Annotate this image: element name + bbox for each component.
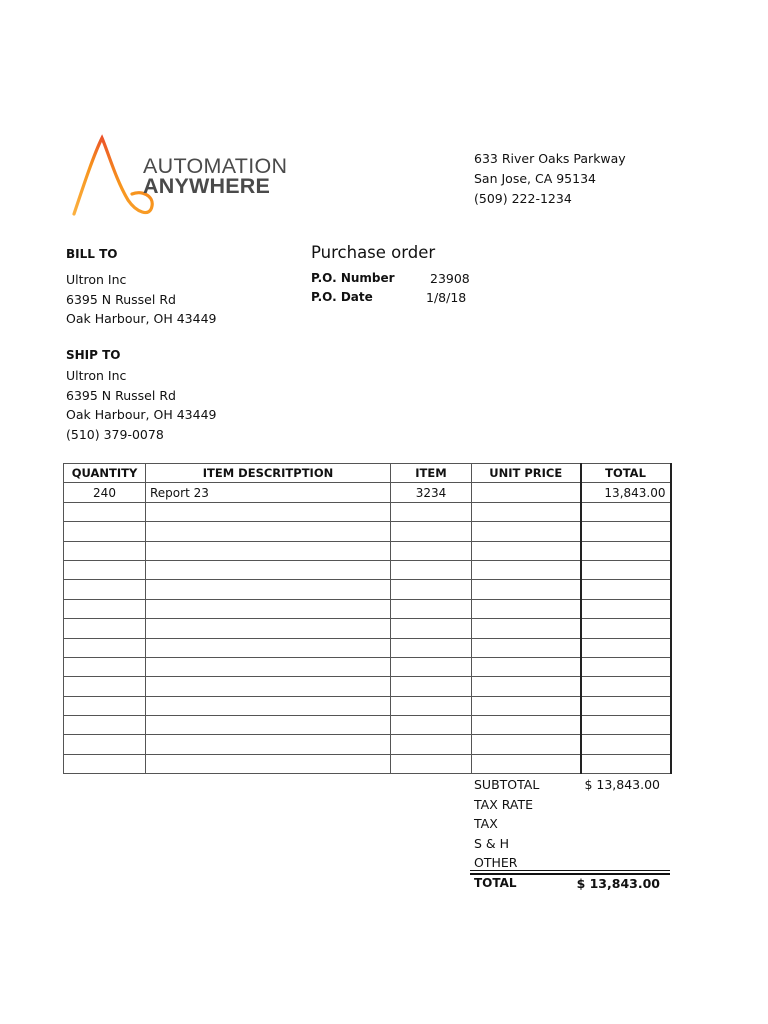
cell-total	[581, 560, 671, 579]
cell-unit-price	[472, 580, 581, 599]
cell-item: 3234	[391, 483, 472, 502]
company-address	[474, 149, 626, 209]
cell-description	[146, 560, 391, 579]
cell-quantity	[64, 638, 146, 657]
header-total: TOTAL	[581, 464, 671, 483]
ship-to-block	[66, 366, 216, 445]
cell-total	[581, 580, 671, 599]
table-row	[64, 677, 671, 696]
table-row	[64, 483, 671, 502]
ship-to-city: Oak Harbour, OH 43449	[66, 407, 217, 423]
cell-quantity	[64, 657, 146, 676]
ship-to-label: SHIP TO	[66, 348, 121, 362]
logo-line1: AUTOMATION	[143, 154, 288, 178]
table-row	[64, 522, 671, 541]
cell-unit-price	[472, 696, 581, 715]
table-header-row	[64, 464, 671, 483]
cell-quantity: 240	[64, 483, 146, 502]
cell-description	[146, 754, 391, 773]
table-row	[64, 580, 671, 599]
cell-unit-price	[472, 657, 581, 676]
cell-item	[391, 619, 472, 638]
cell-total: 13,843.00	[581, 483, 671, 502]
cell-quantity	[64, 716, 146, 735]
cell-description	[146, 638, 391, 657]
cell-total	[581, 502, 671, 521]
cell-unit-price	[472, 638, 581, 657]
cell-item	[391, 638, 472, 657]
cell-item	[391, 657, 472, 676]
cell-item	[391, 599, 472, 618]
document-title: Purchase order	[311, 243, 436, 262]
bill-to-block	[66, 270, 216, 329]
cell-description	[146, 502, 391, 521]
cell-total	[581, 522, 671, 541]
cell-item	[391, 522, 472, 541]
cell-unit-price	[472, 502, 581, 521]
cell-description	[146, 677, 391, 696]
po-number-value: 23908	[430, 271, 470, 286]
table-row	[64, 696, 671, 715]
table-row	[64, 735, 671, 754]
cell-description	[146, 580, 391, 599]
cell-description	[146, 716, 391, 735]
cell-total	[581, 638, 671, 657]
cell-quantity	[64, 619, 146, 638]
cell-total	[581, 599, 671, 618]
bill-to-street: 6395 N Russel Rd	[66, 291, 176, 307]
logo-a-mark-icon	[74, 138, 152, 214]
cell-item	[391, 735, 472, 754]
ship-to-street: 6395 N Russel Rd	[66, 387, 176, 403]
cell-total	[581, 735, 671, 754]
table-row	[64, 599, 671, 618]
cell-description	[146, 696, 391, 715]
cell-unit-price	[472, 716, 581, 735]
table-row	[64, 541, 671, 560]
cell-unit-price	[472, 735, 581, 754]
table-row	[64, 657, 671, 676]
cell-total	[581, 619, 671, 638]
shipping-handling-row	[474, 834, 670, 854]
bill-to-label: BILL TO	[66, 247, 118, 261]
cell-unit-price	[472, 560, 581, 579]
table-row	[64, 619, 671, 638]
cell-description	[146, 657, 391, 676]
total-divider-thin	[470, 870, 670, 871]
cell-quantity	[64, 677, 146, 696]
company-phone: (509) 222-1234	[474, 191, 572, 206]
cell-total	[581, 716, 671, 735]
cell-quantity	[64, 735, 146, 754]
cell-total	[581, 677, 671, 696]
cell-quantity	[64, 580, 146, 599]
cell-quantity	[64, 754, 146, 773]
header-item: ITEM	[391, 464, 472, 483]
logo-line2: ANYWHERE	[143, 174, 271, 198]
cell-quantity	[64, 696, 146, 715]
cell-description	[146, 735, 391, 754]
items-table	[63, 463, 672, 774]
cell-total	[581, 541, 671, 560]
cell-quantity	[64, 522, 146, 541]
cell-item	[391, 677, 472, 696]
cell-description	[146, 522, 391, 541]
header-description: ITEM DESCRITPTION	[146, 464, 391, 483]
cell-unit-price	[472, 483, 581, 502]
table-row	[64, 754, 671, 773]
cell-description: Report 23	[146, 483, 391, 502]
cell-unit-price	[472, 599, 581, 618]
cell-item	[391, 580, 472, 599]
cell-quantity	[64, 541, 146, 560]
tax-rate-label: TAX RATE	[474, 796, 534, 812]
cell-item	[391, 502, 472, 521]
table-row	[64, 560, 671, 579]
totals-block	[474, 775, 670, 873]
automation-anywhere-logo	[66, 132, 306, 224]
po-number-label: P.O. Number	[311, 271, 395, 285]
grand-total-label: TOTAL	[474, 876, 517, 890]
cell-item	[391, 696, 472, 715]
cell-description	[146, 619, 391, 638]
cell-unit-price	[472, 619, 581, 638]
ship-to-name: Ultron Inc	[66, 368, 127, 383]
cell-item	[391, 754, 472, 773]
cell-total	[581, 696, 671, 715]
cell-description	[146, 541, 391, 560]
cell-quantity	[64, 502, 146, 521]
header-unit-price: UNIT PRICE	[472, 464, 581, 483]
table-row	[64, 716, 671, 735]
cell-unit-price	[472, 541, 581, 560]
bill-to-name: Ultron Inc	[66, 272, 127, 287]
po-date-label: P.O. Date	[311, 290, 373, 304]
cell-unit-price	[472, 677, 581, 696]
table-row	[64, 502, 671, 521]
cell-quantity	[64, 599, 146, 618]
tax-rate-row	[474, 795, 670, 815]
company-address-line2: San Jose, CA 95134	[474, 171, 596, 186]
grand-total-value: $ 13,843.00	[576, 876, 660, 891]
cell-total	[581, 754, 671, 773]
ship-to-phone: (510) 379-0078	[66, 427, 164, 443]
subtotal-label: SUBTOTAL	[474, 777, 540, 792]
other-label: OTHER	[474, 855, 518, 870]
subtotal-row	[474, 775, 670, 795]
tax-row	[474, 814, 670, 834]
header-quantity: QUANTITY	[64, 464, 146, 483]
subtotal-value: $ 13,843.00	[584, 777, 660, 792]
company-address-line1: 633 River Oaks Parkway	[474, 151, 626, 166]
bill-to-city: Oak Harbour, OH 43449	[66, 311, 217, 326]
items-table-body	[64, 483, 671, 774]
cell-total	[581, 657, 671, 676]
cell-quantity	[64, 560, 146, 579]
grand-total-row	[474, 874, 670, 894]
shipping-handling-label: S & H	[474, 835, 510, 851]
cell-description	[146, 599, 391, 618]
cell-unit-price	[472, 754, 581, 773]
cell-item	[391, 541, 472, 560]
po-date-value: 1/8/18	[426, 290, 467, 305]
cell-item	[391, 560, 472, 579]
cell-unit-price	[472, 522, 581, 541]
cell-item	[391, 716, 472, 735]
tax-label: TAX	[474, 816, 498, 831]
table-row	[64, 638, 671, 657]
